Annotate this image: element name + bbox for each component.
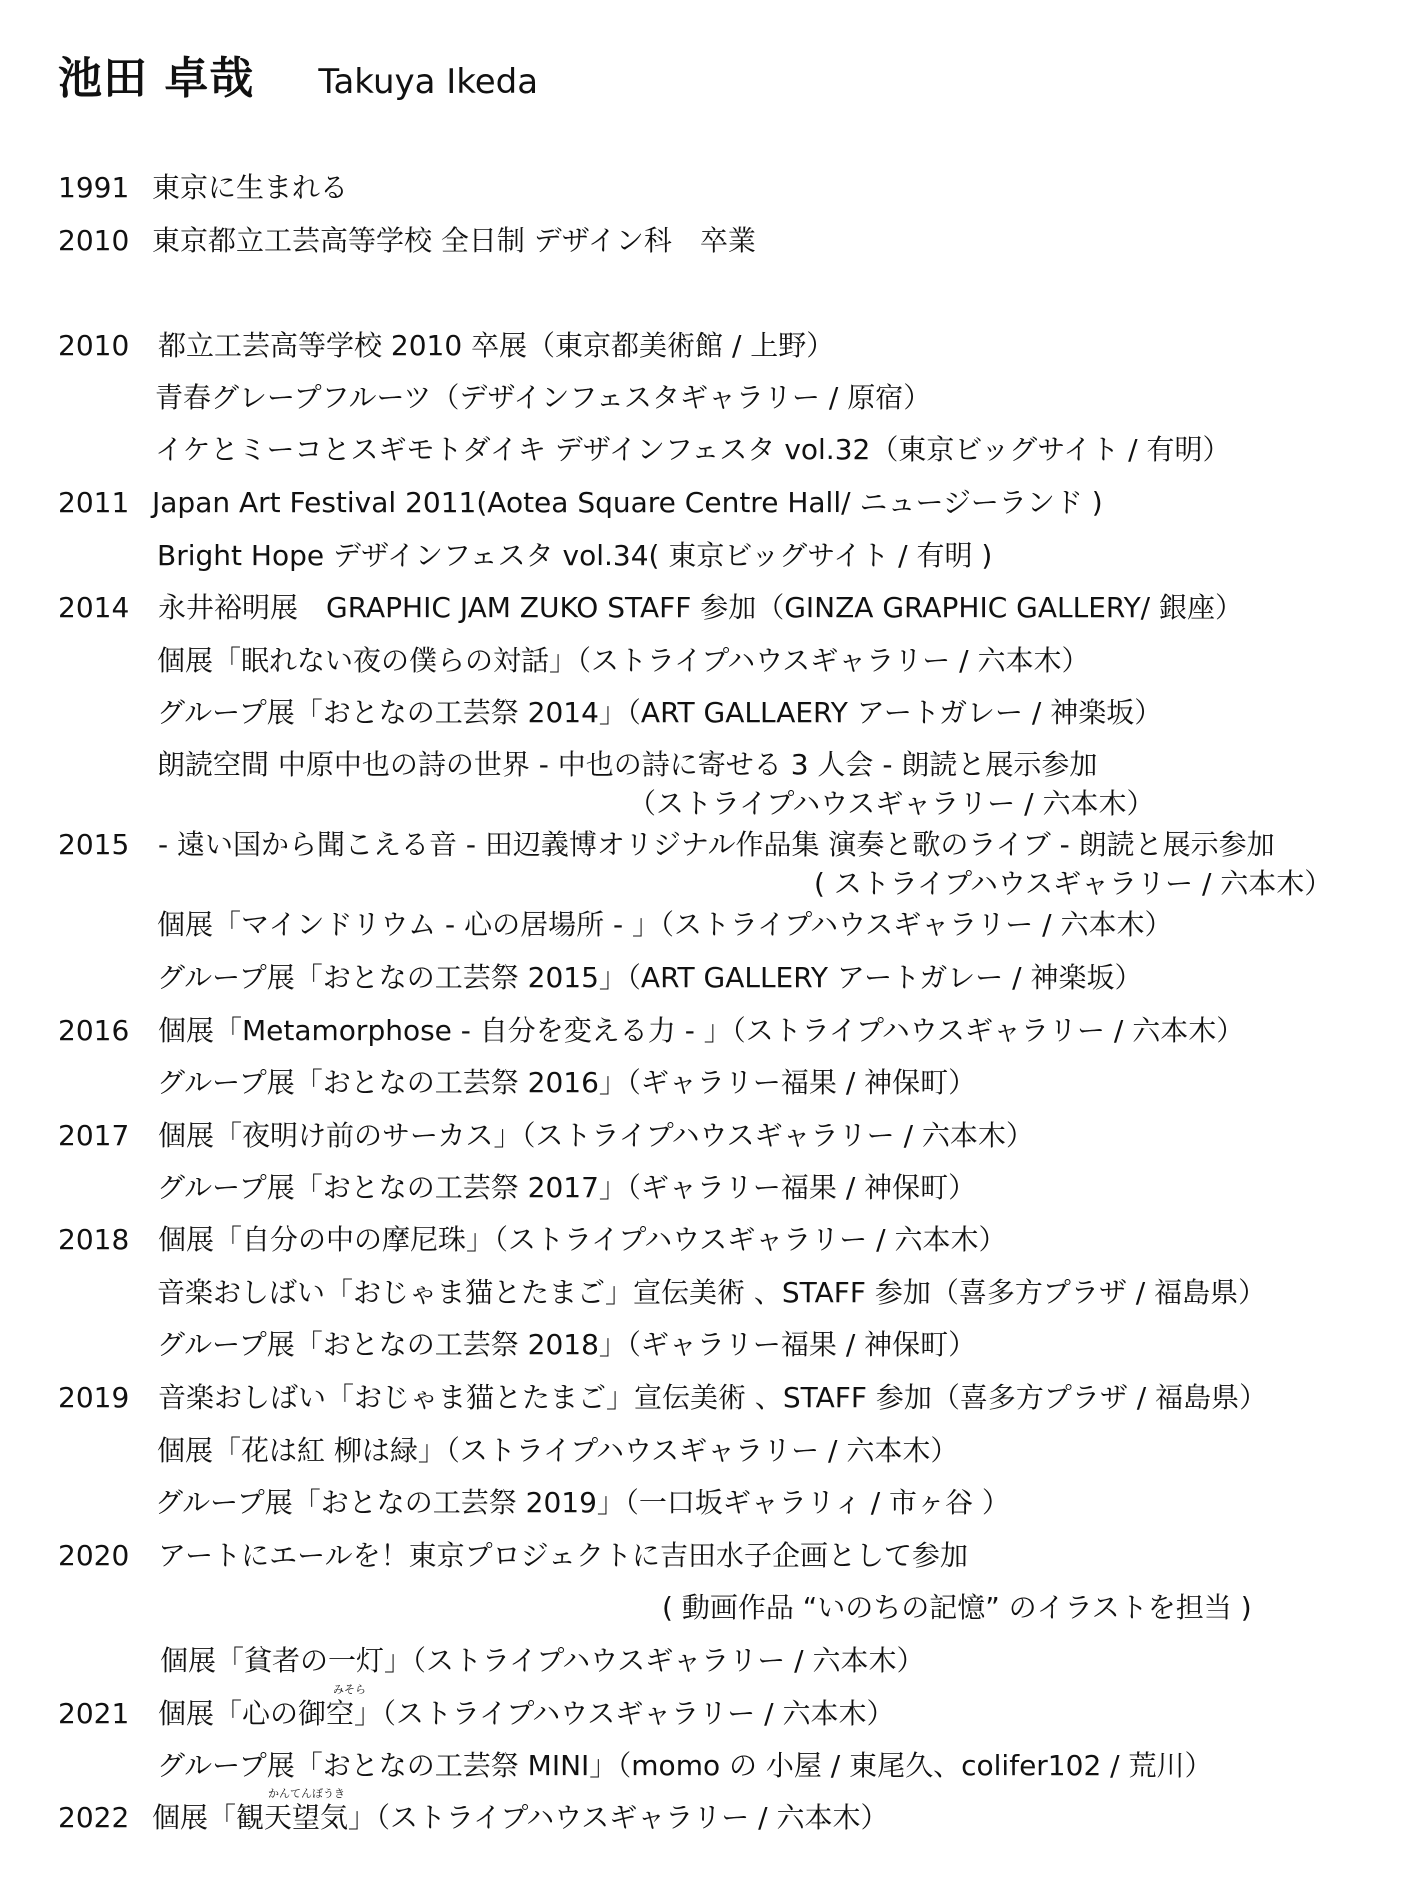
exhibition-text: 個展「自分の中の摩尼珠」（ストライプハウスギャラリー / 六本木）: [158, 1223, 1007, 1256]
year-label: 2018: [58, 1223, 130, 1256]
page-title: [58, 42, 538, 106]
year-label: 2010: [58, 329, 130, 362]
furigana: かんてんぼうき: [268, 1787, 345, 1800]
year-label: 2015: [58, 828, 130, 861]
exhibition-text: 音楽おしばい「おじゃま猫とたまご」宣伝美術 、STAFF 参加（喜多方プラザ / 福島県）: [158, 1381, 1268, 1414]
exhibition-text: 個展「夜明け前のサーカス」（ストライプハウスギャラリー / 六本木）: [158, 1119, 1034, 1152]
year-label: 2016: [58, 1014, 130, 1047]
exhibition-text: グループ展「おとなの工芸祭 2019」（一口坂ギャラリィ / 市ヶ谷 ）: [155, 1486, 1010, 1519]
name-japanese: 池田 卓哉: [58, 53, 255, 104]
exhibition-venue: ( ストライプハウスギャラリー / 六本木）: [814, 867, 1333, 900]
exhibition-text: 青春グレープフルーツ（デザインフェスタギャラリー / 原宿）: [155, 381, 932, 414]
exhibition-text: 個展「花は紅 柳は緑」（ストライプハウスギャラリー / 六本木）: [157, 1434, 959, 1467]
exhibition-text: 個展「心の御空」（ストライプハウスギャラリー / 六本木）: [158, 1697, 895, 1730]
exhibition-text: アートにエールを！東京プロジェクトに吉田水子企画として参加: [158, 1539, 969, 1572]
exhibition-text: グループ展「おとなの工芸祭 2016」（ギャラリー福果 / 神保町）: [157, 1066, 977, 1099]
exhibition-text: グループ展「おとなの工芸祭 2017」（ギャラリー福果 / 神保町）: [157, 1171, 977, 1204]
year-label: 1991: [58, 171, 130, 204]
exhibition-text: 個展「Metamorphose - 自分を変える力 - 」（ストライプハウスギャラリー / 六本木）: [158, 1014, 1245, 1047]
year-label: 2011: [58, 486, 130, 519]
exhibition-text: 個展「観天望気」（ストライプハウスギャラリー / 六本木）: [152, 1801, 889, 1834]
exhibition-text: 永井裕明展 GRAPHIC JAM ZUKO STAFF 参加（GINZA GRAPHIC GALLERY/ 銀座）: [158, 591, 1244, 624]
year-label: 2021: [58, 1697, 130, 1730]
exhibition-venue: （ストライプハウスギャラリー / 六本木）: [628, 787, 1155, 820]
exhibition-text: グループ展「おとなの工芸祭 MINI」（momo の 小屋 / 東尾久、colifer102 / 荒川）: [157, 1749, 1213, 1782]
exhibition-text: 朗読空間 中原中也の詩の世界 - 中也の詩に寄せる 3 人会 - 朗読と展示参加: [157, 748, 1098, 781]
year-label: 2020: [58, 1539, 130, 1572]
exhibition-text: 都立工芸高等学校 2010 卒展（東京都美術館 / 上野）: [158, 329, 835, 362]
exhibition-text: グループ展「おとなの工芸祭 2018」（ギャラリー福果 / 神保町）: [157, 1328, 977, 1361]
name-english: Takuya Ikeda: [318, 62, 539, 102]
bio-text: 東京に生まれる: [152, 171, 349, 204]
year-label: 2014: [58, 591, 130, 624]
exhibition-text: グループ展「おとなの工芸祭 2014」（ART GALLAERY アートガレー / 神楽坂）: [157, 696, 1163, 729]
exhibition-text: 個展「眠れない夜の僕らの対話」（ストライプハウスギャラリー / 六本木）: [157, 644, 1090, 677]
exhibition-text: 音楽おしばい「おじゃま猫とたまご」宣伝美術 、STAFF 参加（喜多方プラザ / 福島県）: [157, 1276, 1267, 1309]
exhibition-note: ( 動画作品 “いのちの記憶” のイラストを担当 ): [662, 1591, 1252, 1624]
year-label: 2017: [58, 1119, 130, 1152]
year-label: 2010: [58, 224, 130, 257]
exhibition-text: Japan Art Festival 2011(Aotea Square Centre Hall/ ニュージーランド ): [152, 486, 1103, 519]
exhibition-text: Bright Hope デザインフェスタ vol.34( 東京ビッグサイト / 有明 ): [157, 539, 993, 572]
exhibition-text: 個展「貧者の一灯」（ストライプハウスギャラリー / 六本木）: [160, 1644, 925, 1677]
exhibition-text: - 遠い国から聞こえる音 - 田辺義博オリジナル作品集 演奏と歌のライブ - 朗読と展示参加: [158, 828, 1275, 861]
furigana: みそら: [333, 1683, 366, 1696]
exhibition-text: イケとミーコとスギモトダイキ デザインフェスタ vol.32（東京ビッグサイト / 有明）: [155, 433, 1231, 466]
exhibition-text: 個展「マインドリウム - 心の居場所 - 」（ストライプハウスギャラリー / 六本木）: [157, 908, 1173, 941]
year-label: 2019: [58, 1381, 130, 1414]
exhibition-text: グループ展「おとなの工芸祭 2015」（ART GALLERY アートガレー / 神楽坂）: [157, 961, 1143, 994]
year-label: 2022: [58, 1801, 130, 1834]
bio-text: 東京都立工芸高等学校 全日制 デザイン科 卒業: [152, 224, 756, 257]
